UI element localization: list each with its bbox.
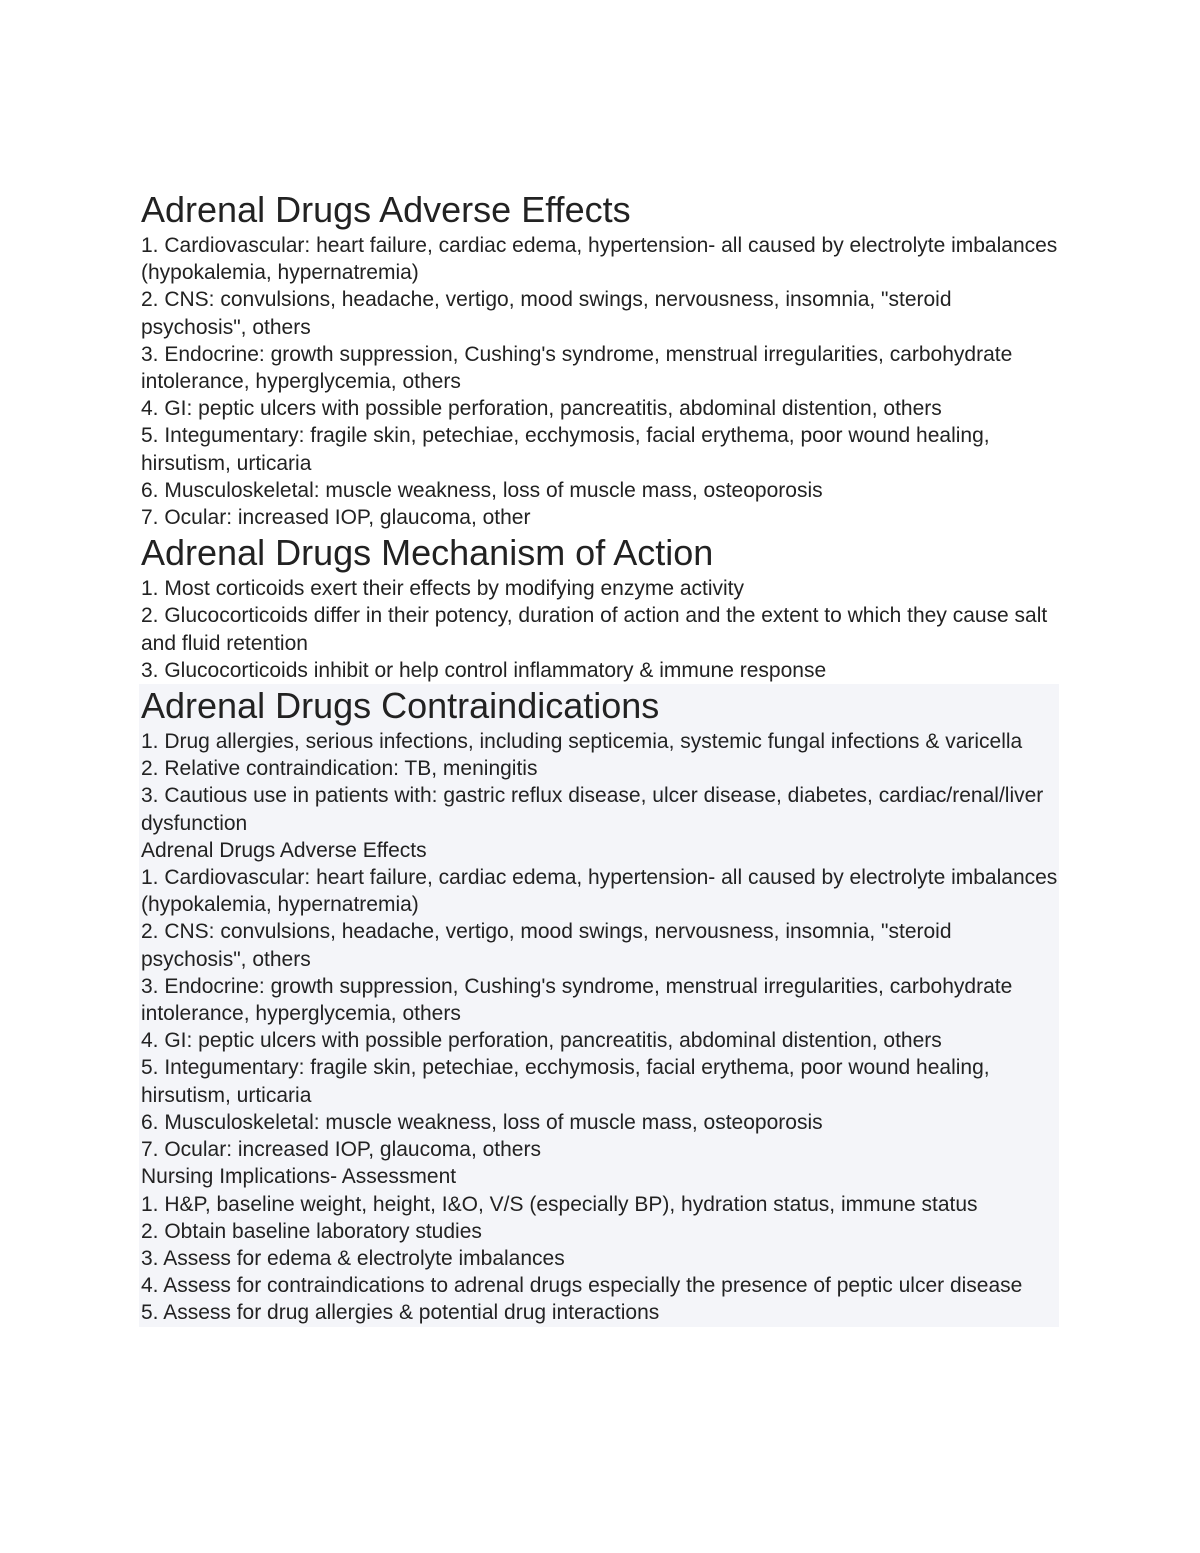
list-item: 1. Drug allergies, serious infections, including septicemia, systemic fungal infections & varicella [141, 730, 1023, 754]
list-item: 2. Glucocorticoids differ in their potency, duration of action and the extent to which they cause salt and fluid retention [141, 604, 1048, 655]
list-item: 7. Ocular: increased IOP, glaucoma, other [141, 506, 531, 530]
list-item: 4. GI: peptic ulcers with possible perforation, pancreatitis, abdominal distention, others [141, 397, 942, 421]
list-item: 5. Integumentary: fragile skin, petechiae, ecchymosis, facial erythema, poor wound healing, hirsutism, urticaria [141, 424, 990, 475]
list-item: 5. Integumentary: fragile skin, petechiae, ecchymosis, facial erythema, poor wound healing, hirsutism, urticaria [141, 1056, 990, 1107]
list-item: 1. Cardiovascular: heart failure, cardiac edema, hypertension- all caused by electrolyte imbalances (hypokalemia, hypernatremia) [141, 234, 1058, 285]
list-item: 4. Assess for contraindications to adrenal drugs especially the presence of peptic ulcer disease [141, 1274, 1023, 1298]
subheading: Adrenal Drugs Adverse Effects [141, 838, 427, 862]
list-item: 3. Endocrine: growth suppression, Cushing's syndrome, menstrual irregularities, carbohydrate intolerance, hyperglycemia, others [141, 974, 1013, 1026]
list-item: 6. Musculoskeletal: muscle weakness, loss of muscle mass, osteoporosis [141, 1110, 823, 1134]
section-heading: Adrenal Drugs Contraindications [141, 685, 660, 727]
list-item: 1. H&P, baseline weight, height, I&O, V/S (especially BP), hydration status, immune status [141, 1192, 978, 1216]
section-contraindications [139, 684, 1059, 1326]
section-mechanism-of-action [141, 531, 1061, 684]
section-heading: Adrenal Drugs Mechanism of Action [141, 532, 714, 574]
list-item: 3. Endocrine: growth suppression, Cushing's syndrome, menstrual irregularities, carbohydrate intolerance, hyperglycemia, others [141, 342, 1013, 394]
list-item: 7. Ocular: increased IOP, glaucoma, others [141, 1138, 541, 1162]
section-adverse-effects [141, 188, 1061, 531]
list-item: 3. Assess for edema & electrolyte imbalances [141, 1246, 565, 1270]
list-item: 5. Assess for drug allergies & potential drug interactions [141, 1301, 660, 1325]
list-item: 4. GI: peptic ulcers with possible perforation, pancreatitis, abdominal distention, others [141, 1029, 942, 1053]
list-item: 2. CNS: convulsions, headache, vertigo, mood swings, nervousness, insomnia, "steroid psychosis", others [141, 288, 952, 339]
document-body [141, 188, 1061, 1327]
list-item: 3. Glucocorticoids inhibit or help control inflammatory & immune response [141, 658, 827, 682]
list-item: 1. Cardiovascular: heart failure, cardiac edema, hypertension- all caused by electrolyte imbalances (hypokalemia, hypernatremia) [141, 866, 1058, 917]
section-heading: Adrenal Drugs Adverse Effects [141, 189, 631, 230]
list-item: 2. CNS: convulsions, headache, vertigo, mood swings, nervousness, insomnia, "steroid psychosis", others [141, 920, 952, 971]
list-item: 6. Musculoskeletal: muscle weakness, loss of muscle mass, osteoporosis [141, 478, 823, 502]
list-item: 1. Most corticoids exert their effects by modifying enzyme activity [141, 577, 745, 601]
list-item: 2. Obtain baseline laboratory studies [141, 1219, 482, 1243]
list-item: 2. Relative contraindication: TB, meningitis [141, 757, 538, 781]
list-item: 3. Cautious use in patients with: gastric reflux disease, ulcer disease, diabetes, cardiac/renal/liver dysfunction [141, 784, 1044, 835]
subheading: Nursing Implications- Assessment [141, 1165, 457, 1189]
